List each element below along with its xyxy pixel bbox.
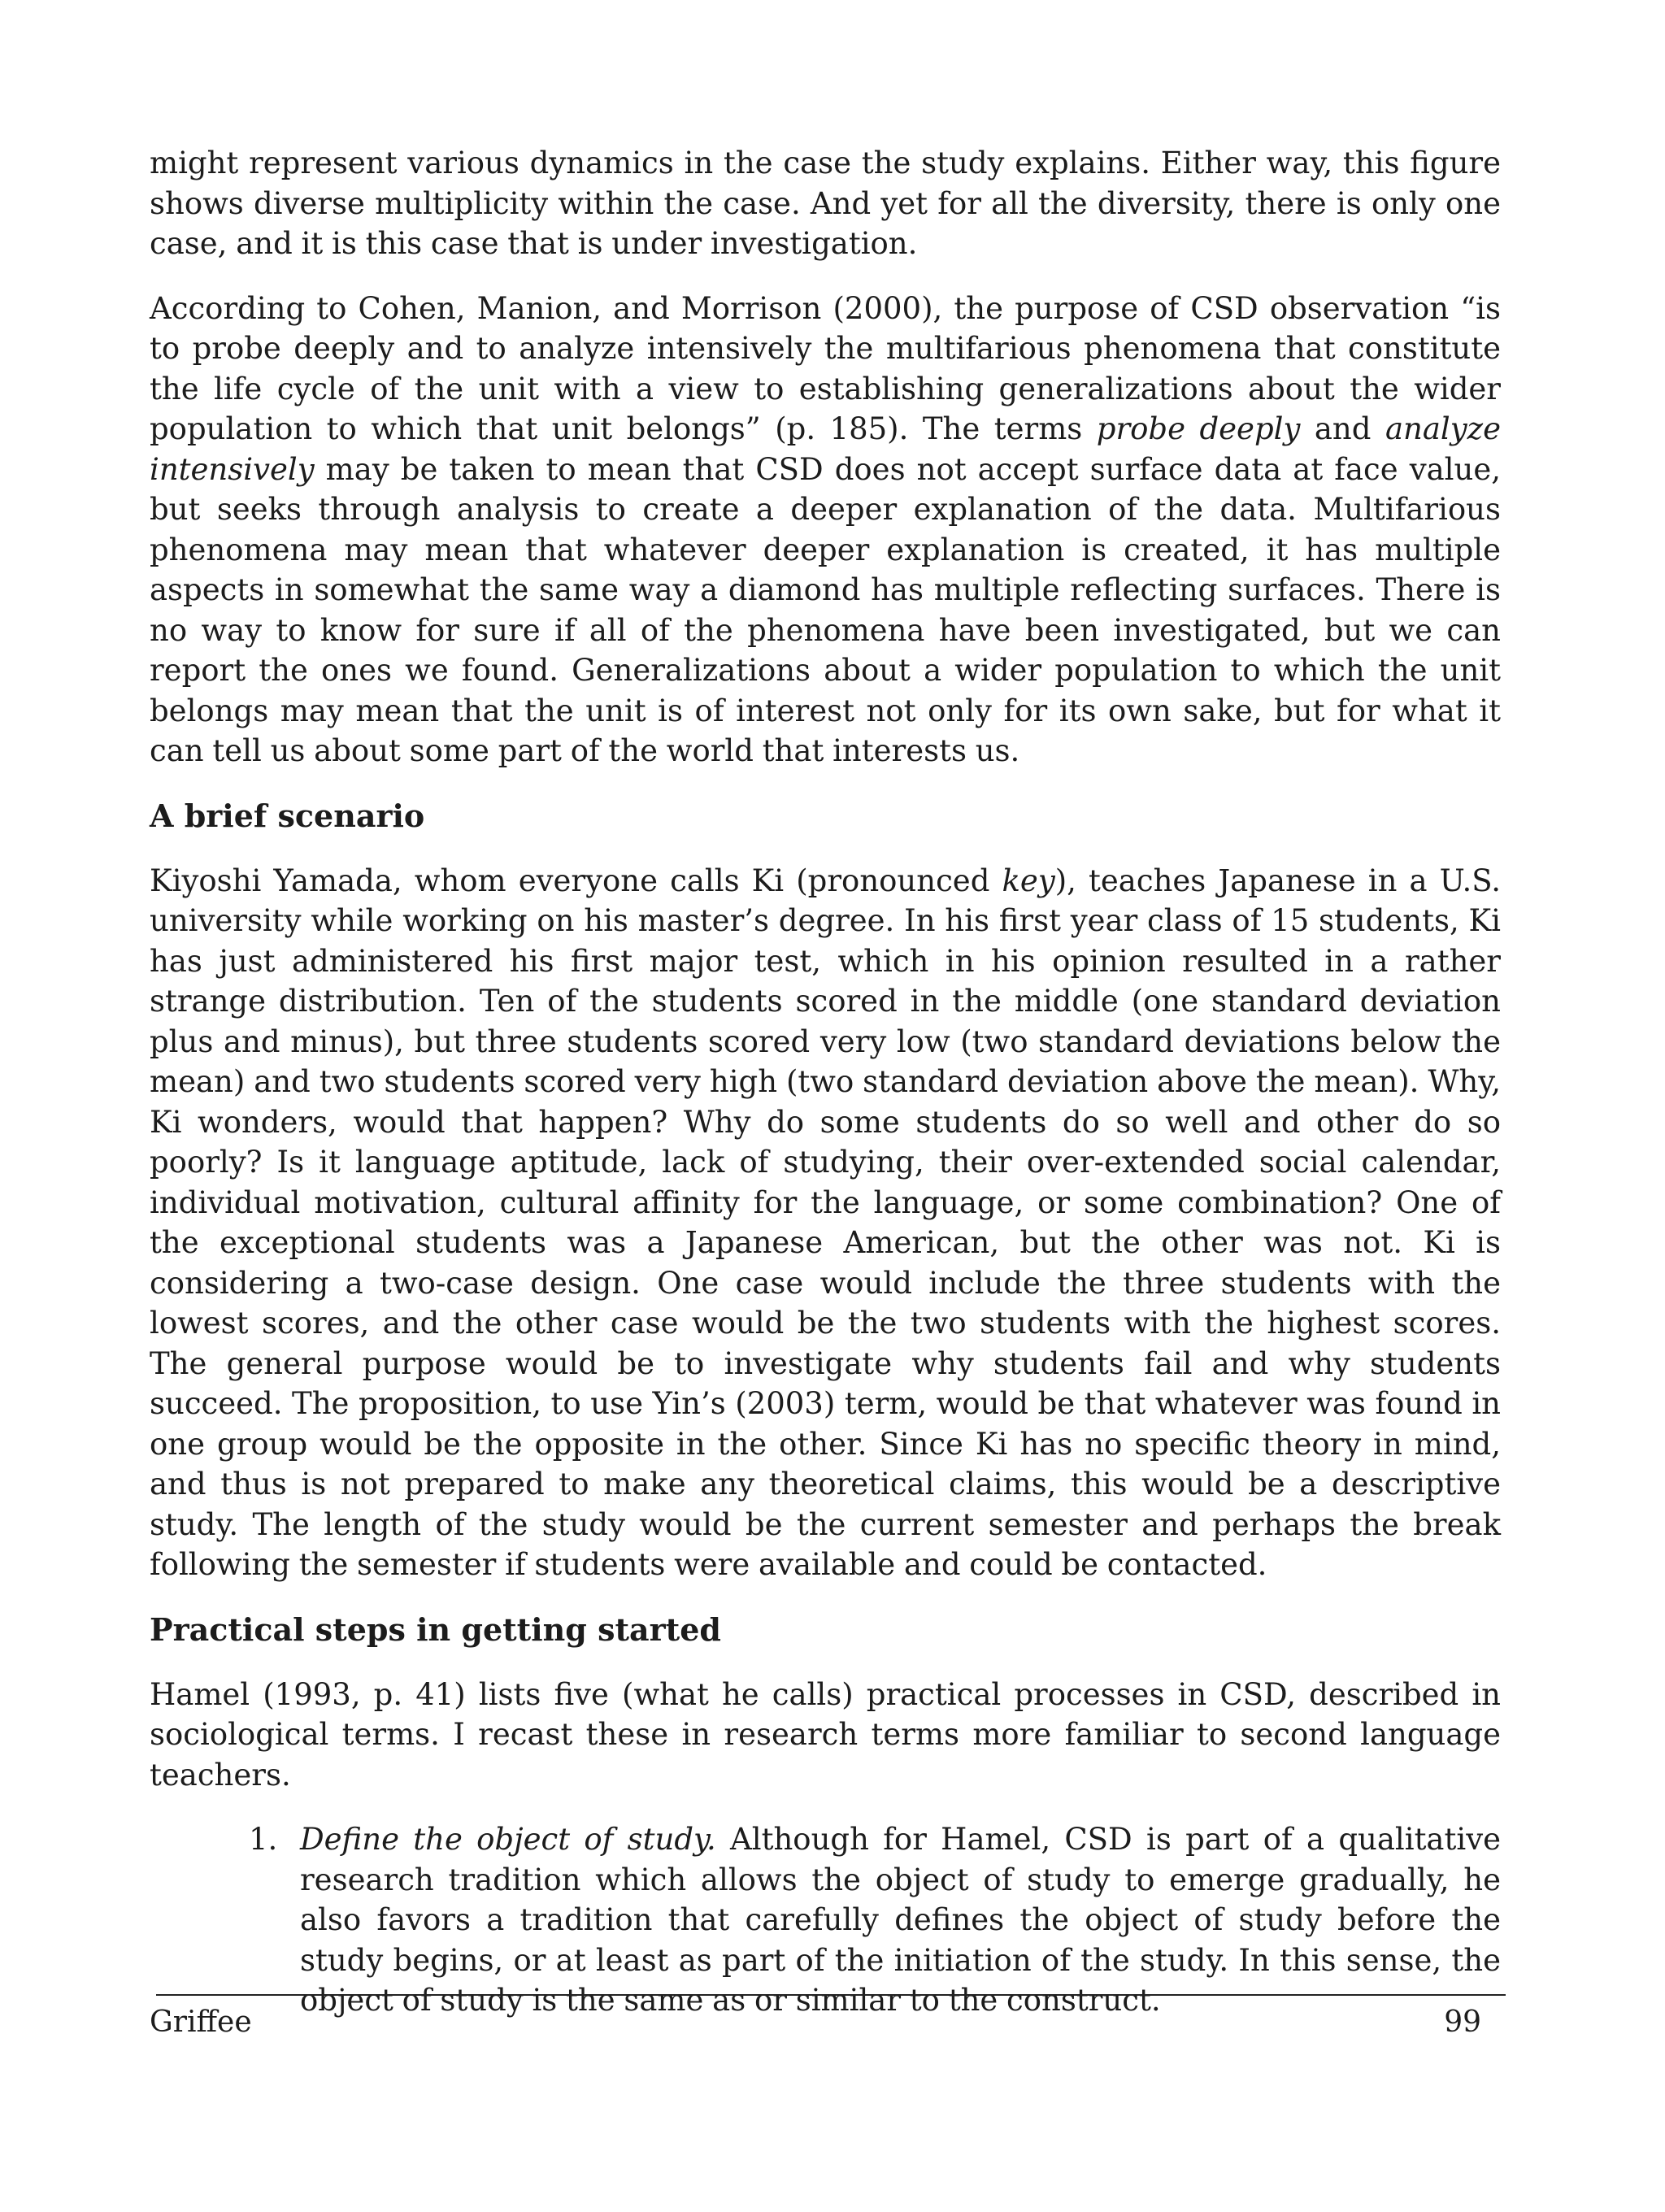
paragraph-text: and: [1300, 411, 1385, 446]
list-item-title: Define the object of study.: [300, 1822, 716, 1857]
paragraph-cohen-quote: [150, 289, 1501, 771]
italic-term-probe-deeply: probe deeply: [1096, 411, 1301, 446]
footer-divider: [156, 1994, 1506, 1996]
list-item-text: Although for Hamel, CSD is part of a qualitative research tradition which allows the object of study to emerge gradually, he also favors a tradition that carefully defines the object of study before the study begins, or at least as part of the initiation of the study. In this sense, the object of study is the same as or similar to the construct.: [300, 1822, 1501, 2018]
paragraph-continuation: [150, 143, 1501, 264]
paragraph-hamel: [150, 1675, 1501, 1796]
paragraph-text: ), teaches Japanese in a U.S. university while working on his master’s degree. In his first year class of 15 students, Ki has just administered his first major test, which in his opinion resulted in a rather strange distribution. Ten of the students scored in the middle (one standard deviation plus and minus), but three students scored very low (two standard deviations below the mean) and two students scored very high (two standard deviation above the mean). Why, Ki wonders, would that happen? Why do some students do so well and other do so poorly? Is it language aptitude, lack of studying, their over-extended social calendar, individual motivation, cultural affinity for the language, or some combination? One of the exceptional students was a Japanese American, but the other was not. Ki is considering a two-case design. One case would include the three students with the lowest scores, and the other case would be the two students with the highest scores. The general purpose would be to investigate why students fail and why students succeed. The proposition, to use Yin’s (2003) term, would be that whatever was found in one group would be the opposite in the other. Since Ki has no specific theory in mind, and thus is not prepared to make any theoretical claims, this would be a descriptive study. The length of the study would be the current semester and perhaps the break following the semester if students were available and could be contacted.: [150, 863, 1502, 1582]
paragraph-text: might represent various dynamics in the case the study explains. Either way, this figure shows diverse multiplicity within the case. And yet for all the diversity, there is only one case, and it is this case that is under investigation.: [150, 146, 1501, 261]
paragraph-text: Hamel (1993, p. 41) lists five (what he calls) practical processes in CSD, described in sociological terms. I recast these in research terms more familiar to second language teachers.: [150, 1676, 1501, 1793]
italic-term-analyze-intensively: analyze intensively: [150, 411, 1502, 487]
footer-page-number: 99: [1444, 2006, 1481, 2039]
paragraph-text: may be taken to mean that CSD does not accept surface data at face value, but seeks through analysis to create a deeper explanation of the data. Multifarious phenomena may mean that whatever deeper explanation is created, it has multiple aspects in somewhat the same way a diamond has multiple reflecting surfaces. There is no way to know for sure if all of the phenomena have been investigated, but we can report the ones we found. Generalizations about a wider population to which the unit belongs may mean that the unit is of interest not only for its own sake, but for what it can tell us about some part of the world that interests us.: [150, 451, 1501, 768]
footer-author: Griffee: [150, 2006, 252, 2039]
paragraph-text: According to Cohen, Manion, and Morrison (2000), the purpose of CSD observation “is to probe deeply and to analyze intensively the multifarious phenomena that constitute the life cycle of the unit with a view to establishing generalizations about the wider population to which that unit belongs” (p. 185). The terms: [150, 290, 1501, 446]
page-body: [150, 143, 1501, 2021]
numbered-list: [150, 1819, 1501, 2021]
list-item: [150, 1819, 1501, 2021]
list-item-number: 1.: [249, 1822, 278, 1857]
italic-term-key: key: [1002, 863, 1055, 898]
paragraph-scenario: [150, 861, 1501, 1585]
section-heading-brief-scenario: A brief scenario: [150, 797, 425, 834]
paragraph-text: Kiyoshi Yamada, whom everyone calls Ki (pronounced: [150, 863, 1002, 898]
section-heading-practical-steps: Practical steps in getting started: [150, 1610, 721, 1648]
